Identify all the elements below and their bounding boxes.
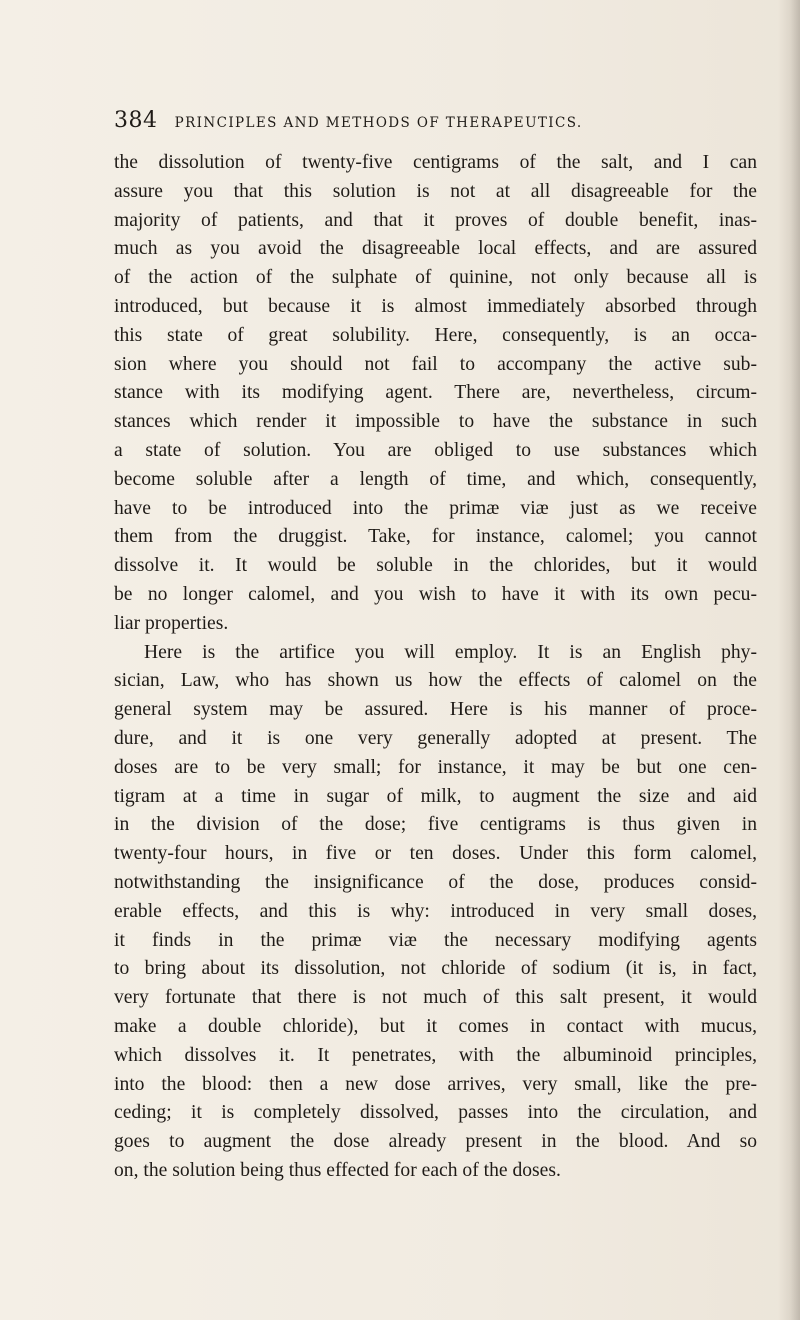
text-line: them from the druggist. Take, for instance, calomel; you cannot [114, 526, 757, 548]
text-line: sion where you should not fail to accompany the active sub- [114, 353, 757, 375]
text-line: stance with its modifying agent. There are, nevertheless, circum- [114, 382, 757, 404]
text-line: ceding; it is completely dissolved, passes into the circulation, and [114, 1102, 757, 1124]
text-line: Here is the artifice you will employ. It is an English phy- [144, 641, 757, 663]
running-head-title: PRINCIPLES AND METHODS OF THERAPEUTICS. [174, 115, 583, 131]
text-line: this state of great solubility. Here, consequently, is an occa- [114, 324, 757, 346]
paragraph [114, 639, 757, 1186]
text-line: twenty-four hours, in five or ten doses. Under this form calomel, [114, 843, 757, 865]
text-line: majority of patients, and that it proves of double benefit, inas- [114, 209, 757, 231]
page-number: 384 [114, 108, 158, 133]
text-line: assure you that this solution is not at all disagreeable for the [114, 180, 757, 202]
text-line: which dissolves it. It penetrates, with the albuminoid principles, [114, 1044, 757, 1066]
text-line: tigram at a time in sugar of milk, to augment the size and aid [114, 785, 757, 807]
text-line: stances which render it impossible to have the substance in such [114, 411, 757, 433]
text-line: into the blood: then a new dose arrives, very small, like the pre- [114, 1073, 757, 1095]
text-line: dure, and it is one very generally adopted at present. The [114, 727, 757, 749]
text-line: introduced, but because it is almost immediately absorbed through [114, 295, 757, 317]
text-line: general system may be assured. Here is his manner of proce- [114, 699, 757, 721]
text-line: of the action of the sulphate of quinine, not only because all is [114, 267, 757, 289]
text-line: doses are to be very small; for instance, it may be but one cen- [114, 756, 757, 778]
text-line: the dissolution of twenty-five centigrams of the salt, and I can [114, 152, 757, 173]
text-line: erable effects, and this is why: introduced in very small doses, [114, 900, 757, 922]
text-line: in the division of the dose; five centigrams is thus given in [114, 814, 757, 836]
paragraph [114, 149, 757, 639]
text-line: to bring about its dissolution, not chloride of sodium (it is, in fact, [114, 958, 757, 980]
text-line: notwithstanding the insignificance of the dose, produces consid- [114, 871, 757, 893]
text-line: goes to augment the dose already present in the blood. And so [114, 1131, 757, 1153]
running-head [114, 108, 754, 138]
text-line: a state of solution. You are obliged to use substances which [114, 439, 757, 461]
text-line: be no longer calomel, and you wish to have it with its own pecu- [114, 583, 757, 605]
text-line: have to be introduced into the primæ viæ just as we receive [114, 497, 757, 519]
text-line: much as you avoid the disagreeable local effects, and are assured [114, 238, 757, 260]
text-line: sician, Law, who has shown us how the effects of calomel on the [114, 670, 757, 692]
text-line: become soluble after a length of time, and which, consequently, [114, 468, 757, 490]
text-line: it finds in the primæ viæ the necessary modifying agents [114, 929, 757, 951]
page-edge-shadow [778, 0, 800, 1320]
text-line: make a double chloride), but it comes in contact with mucus, [114, 1015, 757, 1037]
body-text [114, 149, 757, 1186]
text-line: liar properties. [114, 612, 229, 634]
text-line: dissolve it. It would be soluble in the chlorides, but it would [114, 555, 757, 577]
text-line: on, the solution being thus effected for each of the doses. [114, 1159, 561, 1181]
text-line: very fortunate that there is not much of this salt present, it would [114, 987, 757, 1009]
